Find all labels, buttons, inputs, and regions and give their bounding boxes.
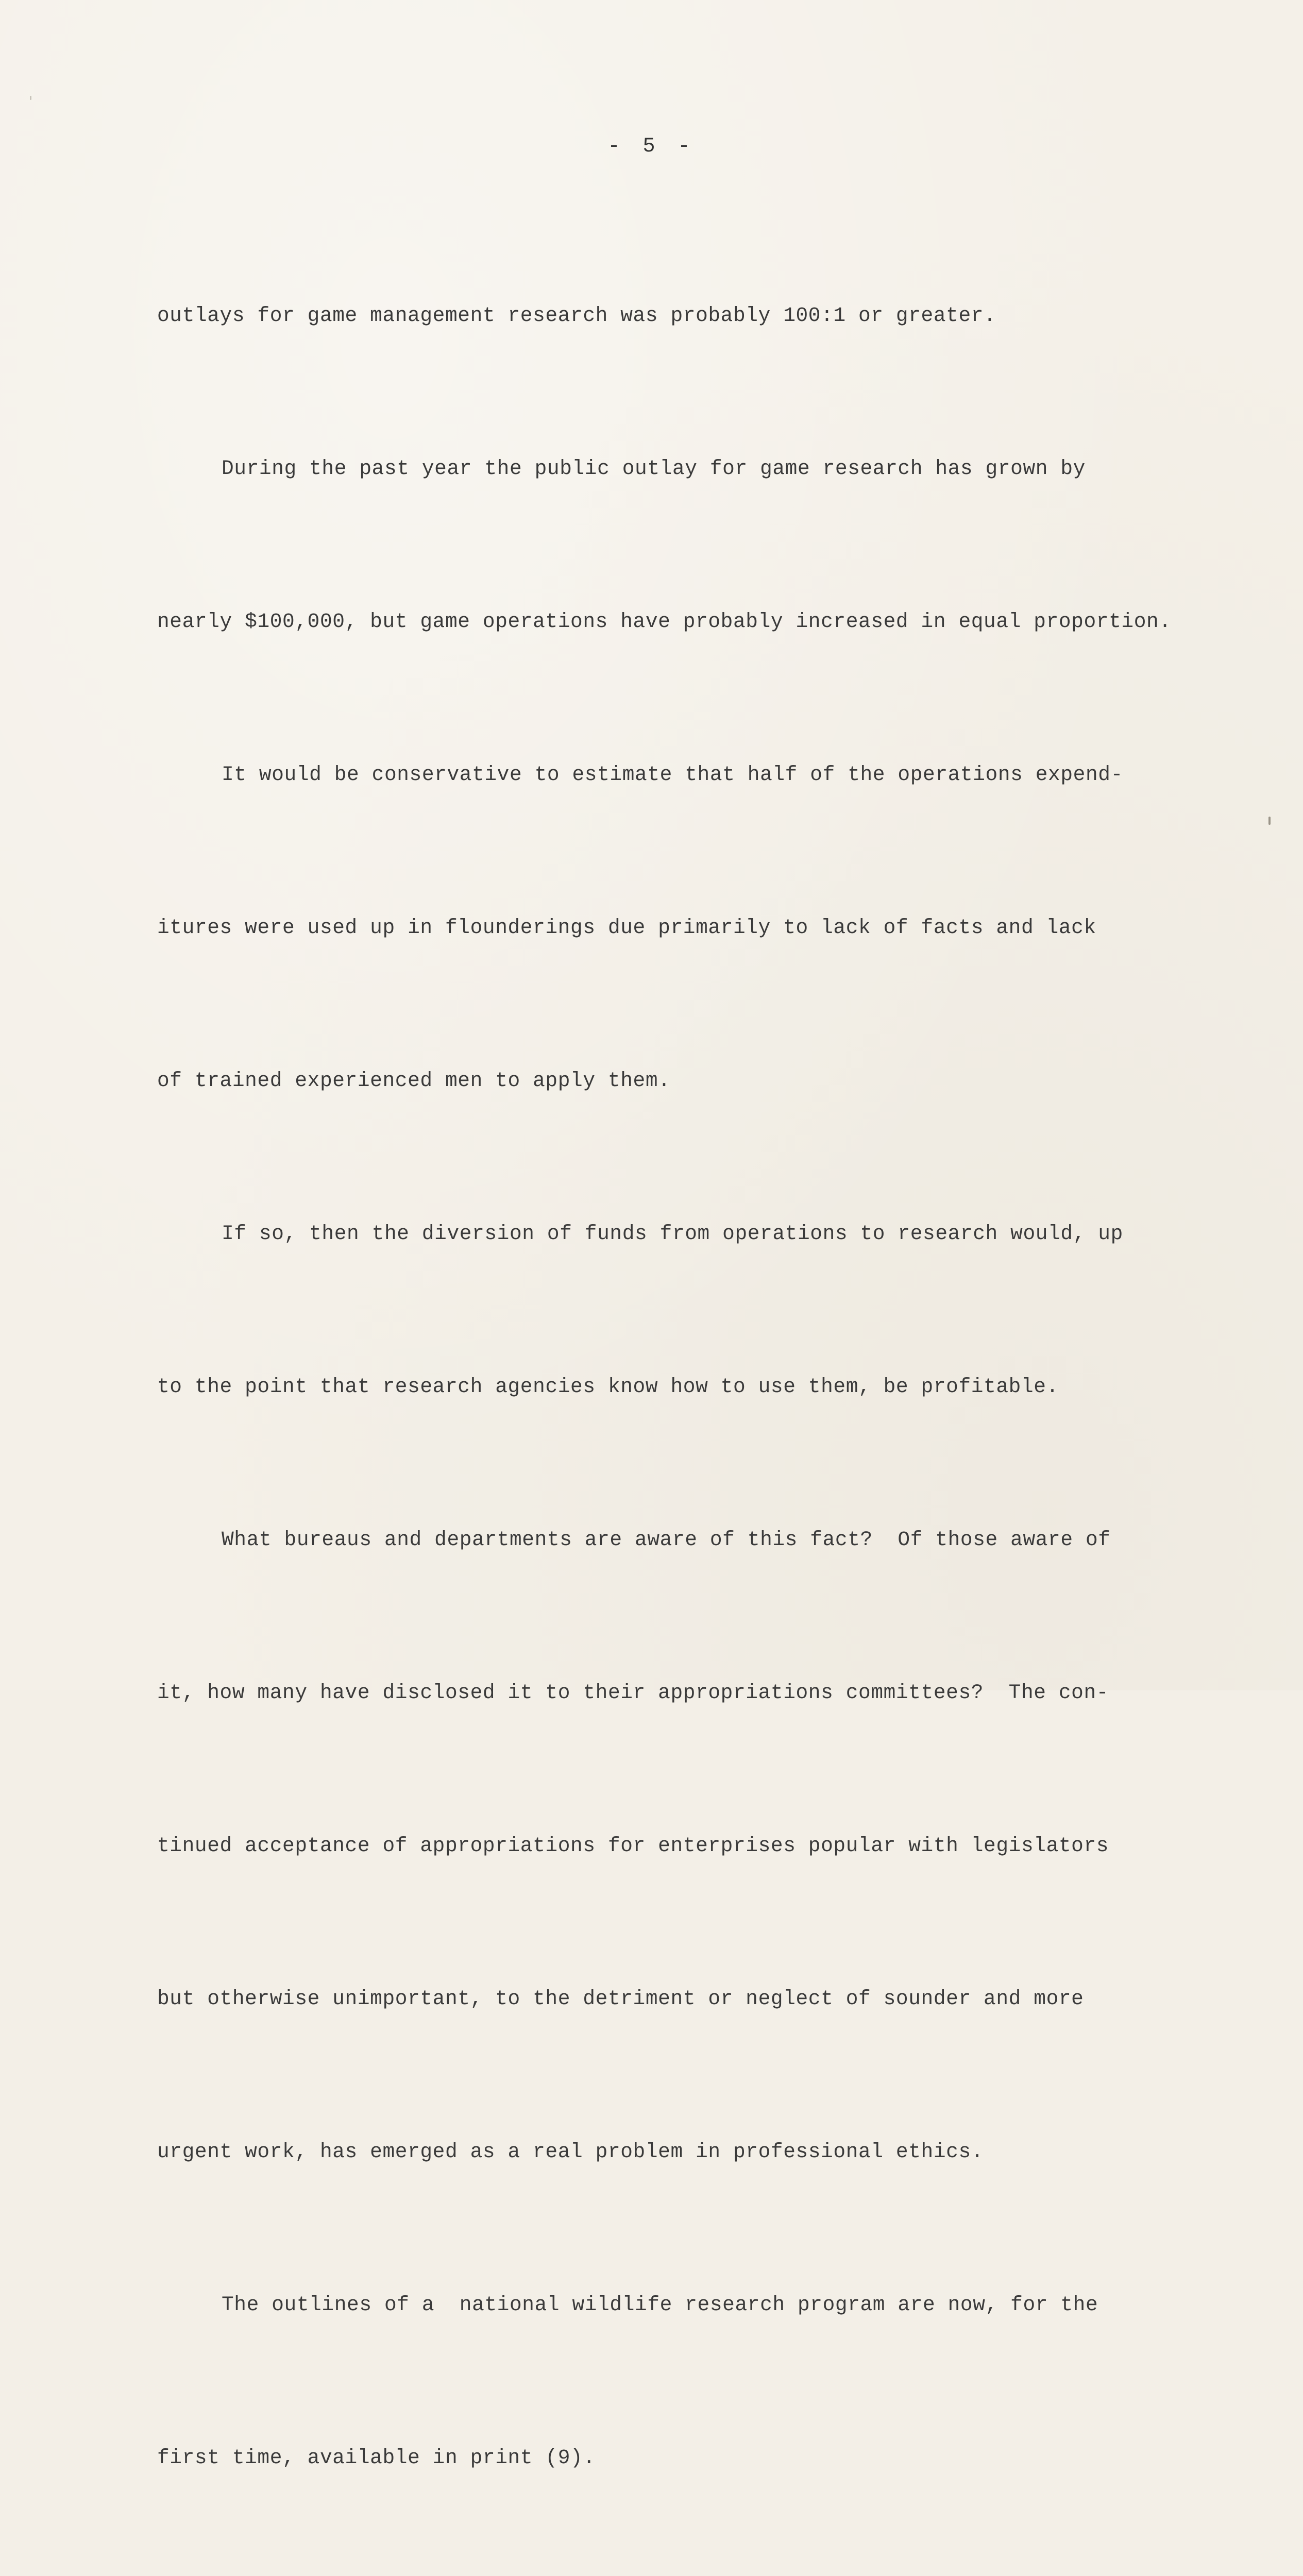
text-line: The outlines of a national wildlife research program are now, for the — [222, 2293, 1098, 2316]
text-line: to the point that research agencies know how to use them, be profitable. — [157, 1375, 1059, 1398]
text-line: of trained experienced men to apply them. — [157, 1069, 671, 1092]
text-line: nearly $100,000, but game operations have probably increased in equal proportion. — [157, 610, 1172, 633]
text-line: tinued acceptance of appropriations for enterprises popular with legislators — [157, 1834, 1109, 1857]
text-line: During the past year the public outlay for game research has grown by — [222, 457, 1086, 480]
text-line: itures were used up in flounderings due primarily to lack of facts and lack — [157, 916, 1096, 939]
text-line: What bureaus and departments are aware of this fact? Of those aware of — [222, 1528, 1111, 1551]
text-line: It would be conservative to estimate that half of the operations expend- — [222, 763, 1123, 786]
text-line: but otherwise unimportant, to the detriment or neglect of sounder and more — [157, 1987, 1084, 2010]
paper-speck — [1268, 817, 1271, 825]
text-line: it, how many have disclosed it to their appropriations committees? The con- — [157, 1681, 1109, 1704]
text-line: first time, available in print (9). — [157, 2446, 596, 2469]
paper-speck — [30, 96, 31, 100]
text-line: If so, then the diversion of funds from operations to research would, up — [222, 1222, 1123, 1245]
document-body — [157, 188, 1219, 2576]
page-number: - 5 - — [607, 135, 696, 158]
text-line: urgent work, has emerged as a real problem in professional ethics. — [157, 2140, 984, 2163]
text-line: outlays for game management research was probably 100:1 or greater. — [157, 304, 996, 327]
